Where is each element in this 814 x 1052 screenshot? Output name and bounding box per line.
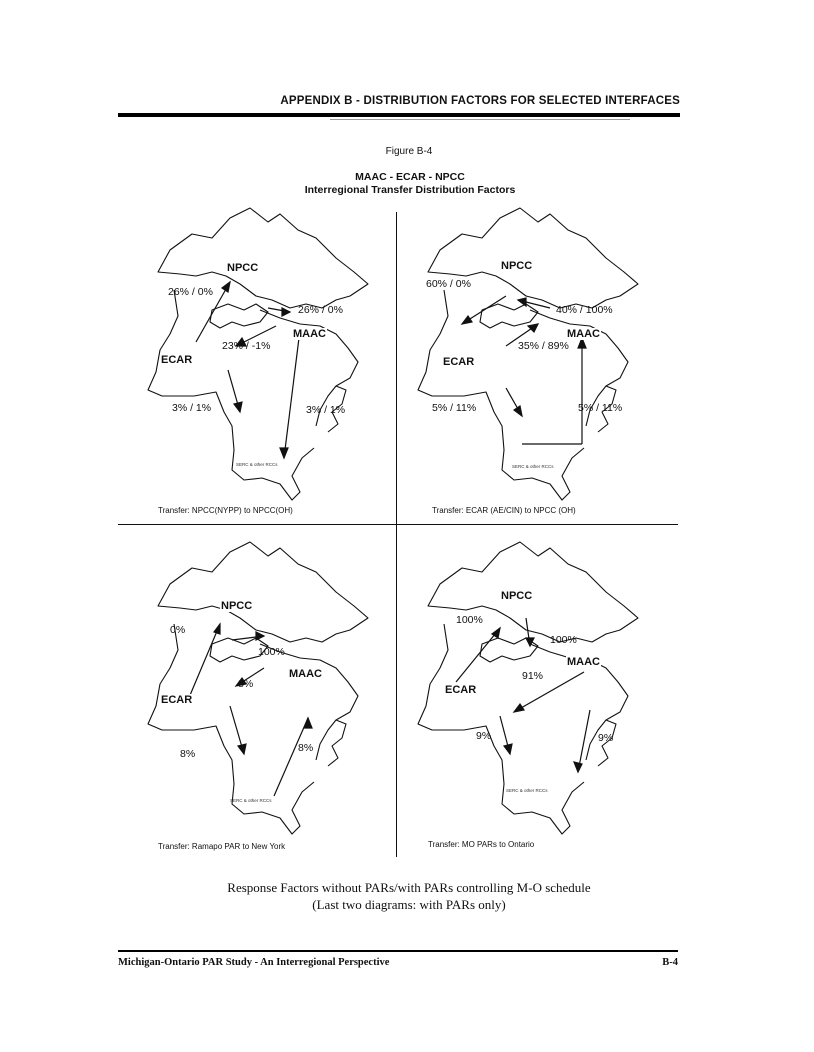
header-rule-thin bbox=[330, 119, 630, 120]
map-note: SERC & other RCCs bbox=[230, 798, 272, 803]
factor-label-4: 8% bbox=[180, 748, 196, 760]
region-label-maac: MAAC bbox=[293, 328, 326, 340]
factor-label-2: 100% bbox=[258, 646, 285, 658]
panel-top-left bbox=[140, 200, 390, 520]
panel-caption: Transfer: Ramapo PAR to New York bbox=[158, 842, 286, 851]
region-label-ecar: ECAR bbox=[161, 694, 193, 706]
map-outline-canada bbox=[158, 542, 368, 642]
header-rule bbox=[118, 113, 680, 117]
vertical-divider bbox=[396, 212, 397, 857]
map-outline-midwest bbox=[418, 290, 584, 500]
factor-label-4: 3% / 1% bbox=[172, 402, 212, 414]
region-map bbox=[140, 534, 390, 834]
factor-label-4: 9% bbox=[476, 730, 492, 742]
factor-label-5: 5% / 11% bbox=[578, 402, 623, 414]
response-note bbox=[118, 879, 700, 913]
region-label-npcc: NPCC bbox=[227, 262, 259, 274]
factor-label-1: 60% / 0% bbox=[426, 278, 471, 290]
map-outline-midwest bbox=[148, 290, 314, 500]
page-header-title: APPENDIX B - DISTRIBUTION FACTORS FOR SELECTED INTERFACES bbox=[280, 95, 680, 107]
factor-label-2: 26% / 0% bbox=[298, 304, 343, 316]
panel-top-right bbox=[410, 200, 660, 520]
map-note: SERC & other RCCs bbox=[512, 464, 554, 469]
response-line2: (Last two diagrams: with PARs only) bbox=[312, 897, 506, 912]
factor-label-3: 35% / 89% bbox=[518, 340, 569, 352]
map-outline-canada bbox=[428, 208, 638, 308]
factor-label-3: 23% / -1% bbox=[222, 340, 271, 352]
map-note: SERC & other RCCs bbox=[506, 788, 548, 793]
factor-label-2: 100% bbox=[550, 634, 577, 646]
map-note: SERC & other RCCs bbox=[236, 462, 278, 467]
horizontal-divider bbox=[118, 524, 678, 525]
figure-title-line2: Interregional Transfer Distribution Factors bbox=[304, 184, 516, 196]
footer-title: Michigan-Ontario PAR Study - An Interregional Perspective bbox=[118, 957, 390, 968]
panel-bottom-left bbox=[140, 534, 390, 854]
region-label-ecar: ECAR bbox=[443, 356, 475, 368]
panel-caption: Transfer: ECAR (AE/CIN) to NPCC (OH) bbox=[432, 506, 576, 515]
factor-label-2: 40% / 100% bbox=[556, 304, 613, 316]
region-label-maac: MAAC bbox=[567, 328, 600, 340]
factor-label-5: 9% bbox=[598, 732, 614, 744]
factor-label-5: 8% bbox=[298, 742, 314, 754]
factor-label-1: 0% bbox=[170, 624, 186, 636]
flow-arrows bbox=[188, 624, 312, 796]
figure-title bbox=[220, 171, 600, 197]
region-label-ecar: ECAR bbox=[445, 684, 477, 696]
footer-rule bbox=[118, 950, 678, 952]
factor-label-3: 8% bbox=[238, 678, 254, 690]
region-label-maac: MAAC bbox=[289, 668, 322, 680]
response-line1: Response Factors without PARs/with PARs controlling M-O schedule bbox=[227, 880, 591, 895]
region-label-ecar: ECAR bbox=[161, 354, 193, 366]
region-label-npcc: NPCC bbox=[501, 590, 533, 602]
page-number: B-4 bbox=[662, 957, 678, 968]
factor-label-4: 5% / 11% bbox=[432, 402, 477, 414]
panel-caption: Transfer: NPCC(NYPP) to NPCC(OH) bbox=[158, 506, 293, 515]
region-label-npcc: NPCC bbox=[501, 260, 533, 272]
region-label-maac: MAAC bbox=[567, 656, 600, 668]
panel-bottom-right bbox=[410, 534, 660, 854]
factor-label-3: 91% bbox=[522, 670, 544, 682]
map-outline-midwest bbox=[418, 624, 584, 834]
factor-label-1: 26% / 0% bbox=[168, 286, 213, 298]
factor-label-5: 3% / 1% bbox=[306, 404, 346, 416]
panel-caption: Transfer: MO PARs to Ontario bbox=[428, 840, 535, 849]
figure-title-line1: MAAC - ECAR - NPCC bbox=[355, 171, 465, 183]
region-label-npcc: NPCC bbox=[221, 600, 253, 612]
factor-label-1: 100% bbox=[456, 614, 483, 626]
figure-label: Figure B-4 bbox=[385, 146, 433, 157]
map-outline-lakes bbox=[210, 304, 268, 328]
